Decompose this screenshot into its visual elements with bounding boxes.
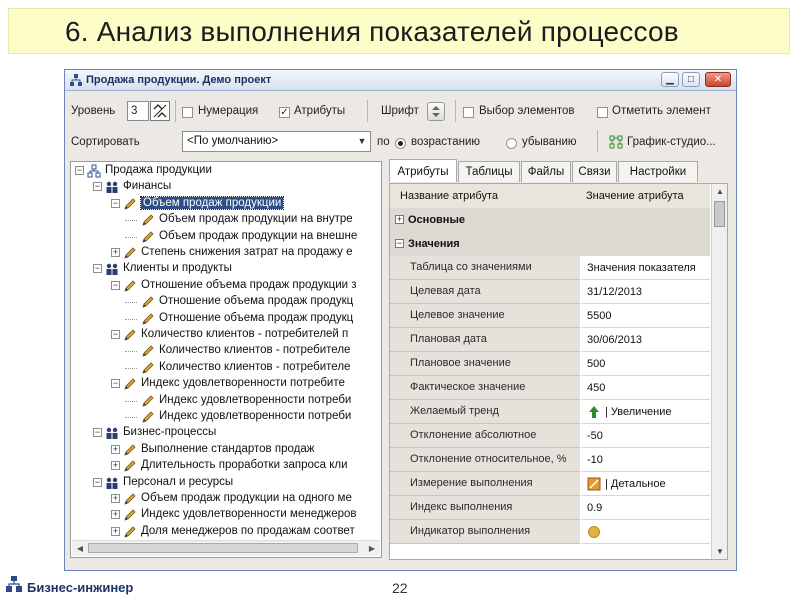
- font-size-stepper[interactable]: [427, 102, 445, 121]
- tab-settings[interactable]: Настройки: [618, 161, 698, 182]
- tree-item[interactable]: [71, 245, 381, 261]
- tree-item-label: Бизнес-процессы: [123, 426, 217, 439]
- scroll-up-icon[interactable]: ▲: [716, 187, 724, 196]
- pencil-icon: [141, 213, 155, 227]
- tree-item-label: Длительность проработки запроса кли: [141, 459, 348, 472]
- group-values-label: Значения: [408, 238, 460, 250]
- attribute-name: Индекс выполнения: [410, 501, 513, 513]
- graph-studio-label: График-студио...: [627, 136, 716, 148]
- numbering-label: Нумерация: [198, 105, 259, 117]
- tree-item-label: Объем продаж продукции на внешне: [159, 229, 358, 242]
- tab-attributes[interactable]: Атрибуты: [389, 159, 457, 182]
- arrow-up-icon: [587, 405, 601, 419]
- scroll-thumb[interactable]: [714, 201, 725, 227]
- tree-item-label: Продажа продукции: [105, 164, 212, 176]
- group-basic-label: Основные: [408, 214, 465, 226]
- collapse-icon[interactable]: −: [112, 279, 119, 290]
- tree-item-label: Клиенты и продукты: [123, 262, 232, 275]
- tree-item-label: Выполнение стандартов продаж: [141, 442, 315, 455]
- mark-element-checkbox[interactable]: [597, 107, 608, 118]
- tree-item-label: Объем продаж продукции на внутре: [159, 213, 353, 226]
- collapse-icon[interactable]: −: [112, 197, 119, 208]
- tree-item-label: Количество клиентов - потребителе: [159, 360, 351, 373]
- grid-vertical-scrollbar[interactable]: [711, 184, 728, 559]
- mark-element-label: Отметить элемент: [612, 105, 711, 117]
- attributes-label: Атрибуты: [294, 105, 346, 117]
- attribute-name-cell: [390, 280, 580, 304]
- tree-item[interactable]: [71, 507, 381, 523]
- tree-item-label: Персонал и ресурсы: [123, 475, 234, 488]
- scroll-thumb[interactable]: [88, 543, 358, 553]
- pencil-icon: [141, 295, 155, 309]
- attribute-row[interactable]: [390, 496, 710, 520]
- tree-item-label: Количество клиентов - потребителей п: [141, 328, 349, 340]
- pencil-icon: [123, 246, 137, 260]
- attribute-row[interactable]: [390, 304, 710, 328]
- attributes-panel: [389, 183, 728, 560]
- tree-connector: [125, 319, 137, 320]
- attribute-name: Измерение выполнения: [410, 477, 533, 489]
- tree-item[interactable]: [71, 376, 381, 392]
- window-title: Продажа продукции. Демо проект: [86, 74, 272, 86]
- org-icon: [87, 164, 101, 178]
- attribute-value: 450: [587, 382, 606, 394]
- tree-item[interactable]: [71, 261, 381, 277]
- maximize-button[interactable]: □: [682, 72, 700, 87]
- expand-icon[interactable]: +: [112, 525, 119, 536]
- attribute-row[interactable]: [390, 520, 710, 544]
- attribute-value-cell[interactable]: [581, 280, 710, 304]
- page-number: 22: [392, 580, 408, 596]
- slide-title-bar: [8, 8, 790, 54]
- attribute-name: Индикатор выполнения: [410, 525, 531, 537]
- tree-item[interactable]: [71, 475, 381, 491]
- attribute-name-cell: [390, 376, 580, 400]
- tree-item-label: Индекс удовлетворенности потреби: [159, 410, 352, 422]
- pencil-icon: [141, 394, 155, 408]
- level-input[interactable]: 3: [127, 101, 149, 121]
- tree-connector: [125, 351, 137, 352]
- tree-item[interactable]: [71, 278, 381, 294]
- expand-icon[interactable]: +: [112, 443, 119, 454]
- attribute-name: Отклонение абсолютное: [410, 429, 537, 441]
- sort-asc-radio[interactable]: [395, 138, 406, 149]
- tree-connector: [125, 220, 137, 221]
- attribute-value-cell[interactable]: [581, 448, 710, 472]
- tree-item-label: Степень снижения затрат на продажу е: [141, 246, 353, 258]
- tree-connector: [125, 302, 137, 303]
- pencil-icon: [123, 197, 137, 211]
- attribute-row[interactable]: [390, 400, 710, 424]
- window-titlebar[interactable]: [65, 70, 736, 91]
- collapse-icon[interactable]: −: [94, 476, 101, 487]
- attribute-value-cell[interactable]: [581, 352, 710, 376]
- tree-item-label: Доля менеджеров по продажам соответ: [141, 524, 355, 537]
- expand-icon[interactable]: +: [112, 247, 119, 257]
- process-tree[interactable]: [70, 161, 382, 558]
- app-org-icon: [69, 73, 83, 87]
- attribute-value: -10: [587, 454, 603, 466]
- collapse-icon[interactable]: −: [94, 427, 101, 438]
- company-logo-icon: [6, 576, 22, 592]
- tree-item[interactable]: [71, 163, 381, 179]
- attribute-name-cell: [390, 520, 580, 544]
- pencil-icon: [123, 443, 137, 457]
- collapse-icon[interactable]: −: [76, 165, 83, 175]
- grid-col-name: Название атрибута: [400, 190, 498, 202]
- attribute-value: 0.9: [587, 502, 603, 514]
- attribute-name-cell: [390, 328, 580, 352]
- scroll-down-icon[interactable]: ▼: [716, 547, 724, 556]
- attribute-value: 5500: [587, 310, 612, 322]
- level-label: Уровень: [71, 105, 116, 117]
- tree-connector: [125, 368, 137, 369]
- attributes-checkbox[interactable]: ✓: [280, 107, 289, 118]
- app-window: [64, 69, 737, 571]
- tree-item-label: Индекс удовлетворенности потреби: [159, 393, 352, 406]
- attribute-name-cell: [390, 400, 580, 424]
- pencil-icon: [123, 492, 137, 506]
- attribute-row[interactable]: [390, 376, 710, 400]
- group-icon: [105, 262, 119, 276]
- pencil-icon: [141, 312, 155, 326]
- attribute-value: 500: [587, 358, 606, 370]
- toolbar-separator: [175, 100, 176, 122]
- pencil-icon: [141, 230, 155, 244]
- attribute-value-cell[interactable]: [581, 424, 710, 448]
- chevron-down-icon: ▼: [357, 136, 367, 146]
- level-stepper[interactable]: [150, 101, 170, 121]
- sort-label: Сортировать: [71, 136, 140, 148]
- pencil-icon: [123, 279, 137, 293]
- attribute-name: Целевое значение: [410, 309, 505, 321]
- collapse-icon[interactable]: −: [112, 378, 119, 389]
- attribute-name-cell: [390, 496, 580, 520]
- tree-item[interactable]: [71, 491, 381, 507]
- attribute-row[interactable]: [390, 256, 710, 280]
- attribute-row[interactable]: [390, 448, 710, 472]
- attribute-row[interactable]: [390, 328, 710, 352]
- group-values-row[interactable]: [390, 232, 710, 256]
- pencil-icon: [141, 361, 155, 375]
- collapse-icon[interactable]: −: [112, 329, 119, 339]
- select-elements-checkbox[interactable]: [463, 107, 474, 118]
- attribute-value-cell[interactable]: [581, 304, 710, 328]
- tree-item[interactable]: [71, 524, 381, 540]
- collapse-icon[interactable]: −: [94, 181, 101, 192]
- attribute-name: Плановое значение: [410, 357, 511, 369]
- level-apply-icon: [151, 102, 169, 120]
- collapse-icon[interactable]: −: [396, 238, 403, 248]
- tab-files[interactable]: Файлы: [521, 161, 571, 182]
- tree-item-label: Финансы: [123, 180, 172, 193]
- tree-item[interactable]: [71, 229, 381, 245]
- attribute-value-cell[interactable]: [581, 256, 710, 280]
- attribute-name: Фактическое значение: [410, 381, 526, 393]
- pencil-icon: [123, 377, 137, 391]
- attribute-value: | Увеличение: [605, 406, 672, 418]
- tab-tables[interactable]: Таблицы: [458, 161, 520, 182]
- expand-icon[interactable]: +: [112, 460, 119, 471]
- tree-item[interactable]: [71, 360, 381, 376]
- scroll-left-icon[interactable]: ◀: [76, 544, 84, 553]
- attribute-name-cell: [390, 472, 580, 496]
- tree-horizontal-scrollbar[interactable]: [72, 540, 380, 556]
- tree-item[interactable]: [71, 179, 381, 195]
- attribute-value: | Детальное: [605, 478, 666, 490]
- group-icon: [105, 476, 119, 490]
- yellow-dot-icon: [587, 525, 601, 539]
- attribute-value-cell[interactable]: [581, 376, 710, 400]
- tree-connector: [125, 401, 137, 402]
- tree-item-label: Отношение объема продаж продукц: [159, 311, 354, 324]
- pencil-icon: [123, 459, 137, 473]
- sort-asc-label: возрастанию: [411, 136, 480, 148]
- attribute-name: Желаемый тренд: [410, 405, 499, 417]
- tree-item-label: Объем продаж продукции на одного ме: [141, 492, 352, 504]
- expand-icon[interactable]: +: [112, 493, 119, 503]
- pencil-icon: [123, 328, 137, 342]
- expand-icon[interactable]: +: [396, 214, 403, 224]
- tree-item[interactable]: [71, 458, 381, 474]
- attribute-value: 30/06/2013: [587, 334, 643, 346]
- minimize-button[interactable]: ▁: [661, 72, 679, 87]
- attribute-row[interactable]: [390, 472, 710, 496]
- sort-select-value: <По умолчанию>: [187, 135, 279, 147]
- sort-select[interactable]: [182, 131, 371, 152]
- close-button[interactable]: ✕: [705, 72, 731, 87]
- select-elements-label: Выбор элементов: [479, 105, 575, 117]
- measure-icon: [587, 477, 601, 491]
- slide-title: 6. Анализ выполнения показателей процессов: [65, 16, 679, 47]
- attribute-value-cell[interactable]: [581, 400, 710, 424]
- toolbar-separator: [455, 100, 456, 122]
- attribute-value-cell[interactable]: [581, 520, 710, 544]
- grid-header: [390, 184, 710, 209]
- footer-company-name: Бизнес-инжинер: [27, 580, 134, 595]
- tree-item[interactable]: [71, 393, 381, 409]
- pencil-icon: [141, 410, 155, 424]
- tree-item-label: Индекс удовлетворенности потребите: [141, 377, 345, 390]
- group-icon: [105, 180, 119, 194]
- tree-item[interactable]: [71, 311, 381, 327]
- scroll-right-icon[interactable]: ▶: [368, 544, 376, 553]
- attribute-name: Отклонение относительное, %: [410, 453, 567, 465]
- attribute-name-cell: [390, 424, 580, 448]
- tree-item-label: Индекс удовлетворенности менеджеров: [141, 508, 357, 521]
- font-label: Шрифт: [381, 105, 419, 117]
- attribute-value: 31/12/2013: [587, 286, 643, 298]
- tree-item[interactable]: [71, 212, 381, 228]
- sort-desc-label: убыванию: [522, 136, 577, 148]
- attribute-name-cell: [390, 448, 580, 472]
- tree-item[interactable]: [71, 442, 381, 458]
- attribute-value: -50: [587, 430, 603, 442]
- attribute-row[interactable]: [390, 424, 710, 448]
- tree-item-label: Отношение объема продаж продукции з: [141, 278, 357, 291]
- group-basic-row[interactable]: [390, 208, 710, 232]
- tree-item[interactable]: [71, 425, 381, 441]
- tree-item[interactable]: [71, 409, 381, 425]
- tree-item-label: Отношение объема продаж продукц: [159, 295, 354, 308]
- attribute-value-cell[interactable]: [581, 472, 710, 496]
- attribute-row[interactable]: [390, 280, 710, 304]
- attribute-name-cell: [390, 256, 580, 280]
- tree-item[interactable]: [71, 294, 381, 310]
- attribute-value-cell[interactable]: [581, 496, 710, 520]
- tree-item[interactable]: [71, 196, 381, 212]
- numbering-checkbox[interactable]: [182, 107, 193, 118]
- group-icon: [105, 426, 119, 440]
- pencil-icon: [123, 508, 137, 522]
- grid-col-value: Значение атрибута: [586, 190, 684, 202]
- toolbar-separator: [597, 130, 598, 152]
- attribute-name-cell: [390, 352, 580, 376]
- tree-item[interactable]: [71, 327, 381, 343]
- attribute-value: Значения показателя: [587, 262, 696, 274]
- expand-icon[interactable]: +: [112, 509, 119, 520]
- attribute-name: Таблица со значениями: [410, 261, 532, 273]
- toolbar-separator: [367, 100, 368, 122]
- font-updown-icon: [428, 103, 444, 120]
- collapse-icon[interactable]: −: [94, 263, 101, 274]
- attribute-name: Плановая дата: [410, 333, 487, 345]
- sort-desc-radio[interactable]: [506, 138, 517, 149]
- tree-connector: [125, 417, 137, 418]
- pencil-icon: [123, 525, 137, 539]
- tab-links[interactable]: Связи: [572, 161, 617, 182]
- tree-item-label: Объем продаж продукции: [143, 196, 282, 209]
- tree-item[interactable]: [71, 343, 381, 359]
- attribute-value-cell[interactable]: [581, 328, 710, 352]
- sort-by-label: по: [377, 136, 390, 148]
- attribute-row[interactable]: [390, 352, 710, 376]
- attribute-name: Целевая дата: [410, 285, 481, 297]
- pencil-icon: [141, 344, 155, 358]
- graph-studio-icon: [609, 135, 623, 149]
- tree-item-label: Количество клиентов - потребителе: [159, 344, 351, 357]
- graph-studio-button[interactable]: [607, 132, 735, 152]
- tree-connector: [125, 237, 137, 238]
- attribute-name-cell: [390, 304, 580, 328]
